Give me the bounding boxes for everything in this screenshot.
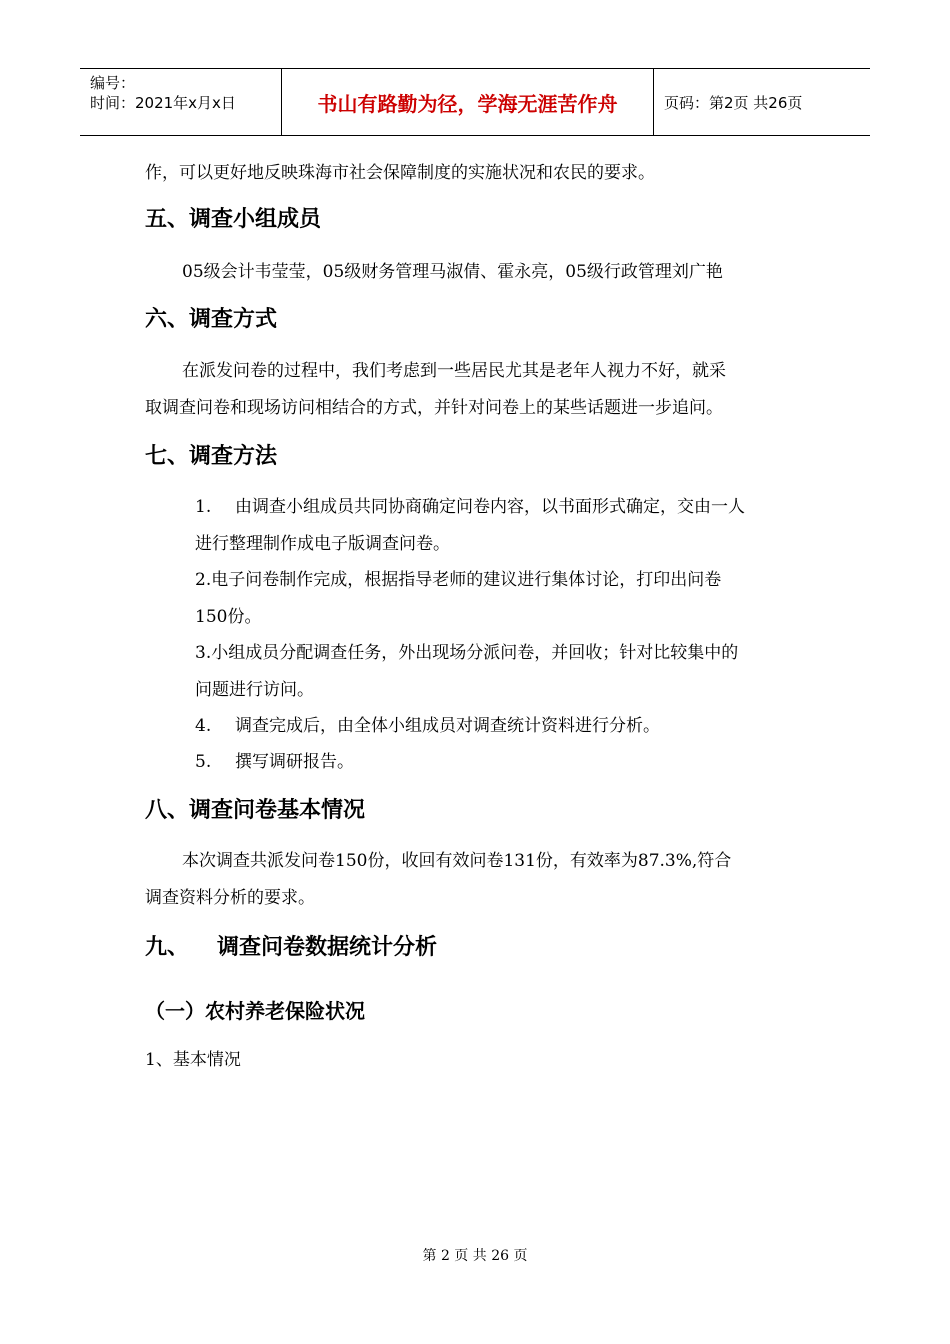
section7-title: 七、调查方法 [145, 444, 278, 469]
section8-line2: 调查资料分析的要求。 [145, 888, 315, 908]
list-number: 5. [195, 752, 212, 772]
section8-title: 八、调查问卷基本情况 [145, 798, 366, 823]
header-number-label: 编号： [90, 74, 136, 92]
section5-text: 05级会计韦莹莹，05级财务管理马淑倩、霍永亮，05级行政管理刘广艳 [182, 262, 723, 282]
section6-line2: 取调查问卷和现场访问相结合的方式，并针对问卷上的某些话题进一步追问。 [145, 398, 723, 418]
header-date: 时间：2021年x月x日 [90, 94, 236, 112]
section8-line1: 本次调查共派发问卷150份，收回有效问卷131份，有效率为87.3%,符合 [182, 851, 732, 871]
page-header [80, 68, 870, 136]
section5-title: 五、调查小组成员 [145, 207, 322, 232]
header-meta [80, 69, 282, 135]
section7-item2-line2: 150份。 [195, 607, 262, 627]
section7-item3-line1: 3.小组成员分配调查任务，外出现场分派问卷，并回收；针对比较集中的 [195, 643, 739, 663]
section7-item3-line2: 问题进行访问。 [195, 680, 314, 700]
subsection-title: （一）农村养老保险状况 [145, 999, 365, 1023]
section7-item2-line1: 2.电子问卷制作完成，根据指导老师的建议进行集体讨论，打印出问卷 [195, 570, 722, 590]
list-text: 调查完成后，由全体小组成员对调查统计资料进行分析。 [235, 716, 660, 736]
list-number: 4. [195, 716, 212, 736]
section7-item1-line2: 进行整理制作成电子版调查问卷。 [195, 534, 450, 554]
section7-item5 [195, 752, 354, 772]
header-motto: 书山有路勤为径，学海无涯苦作舟 [282, 69, 654, 135]
list-number: 1. [195, 497, 212, 517]
section9-title: 调查问卷数据统计分析 [217, 935, 438, 960]
list-text: 撰写调研报告。 [235, 752, 354, 772]
section6-title: 六、调查方式 [145, 307, 278, 332]
section7-item4 [195, 716, 660, 736]
list-text: 由调查小组成员共同协商确定问卷内容，以书面形式确定，交由一人 [235, 497, 745, 517]
subsection-item: 1、基本情况 [145, 1050, 241, 1070]
header-page-info: 页码：第2页 共26页 [664, 93, 803, 112]
page-footer: 第 2 页 共 26 页 [422, 1248, 528, 1264]
intro-tail-text: 作，可以更好地反映珠海市社会保障制度的实施状况和农民的要求。 [145, 163, 655, 183]
section9-number: 九、 [145, 935, 190, 960]
section6-line1: 在派发问卷的过程中，我们考虑到一些居民尤其是老年人视力不好，就采 [182, 361, 726, 381]
section7-item1-line1 [195, 497, 745, 517]
